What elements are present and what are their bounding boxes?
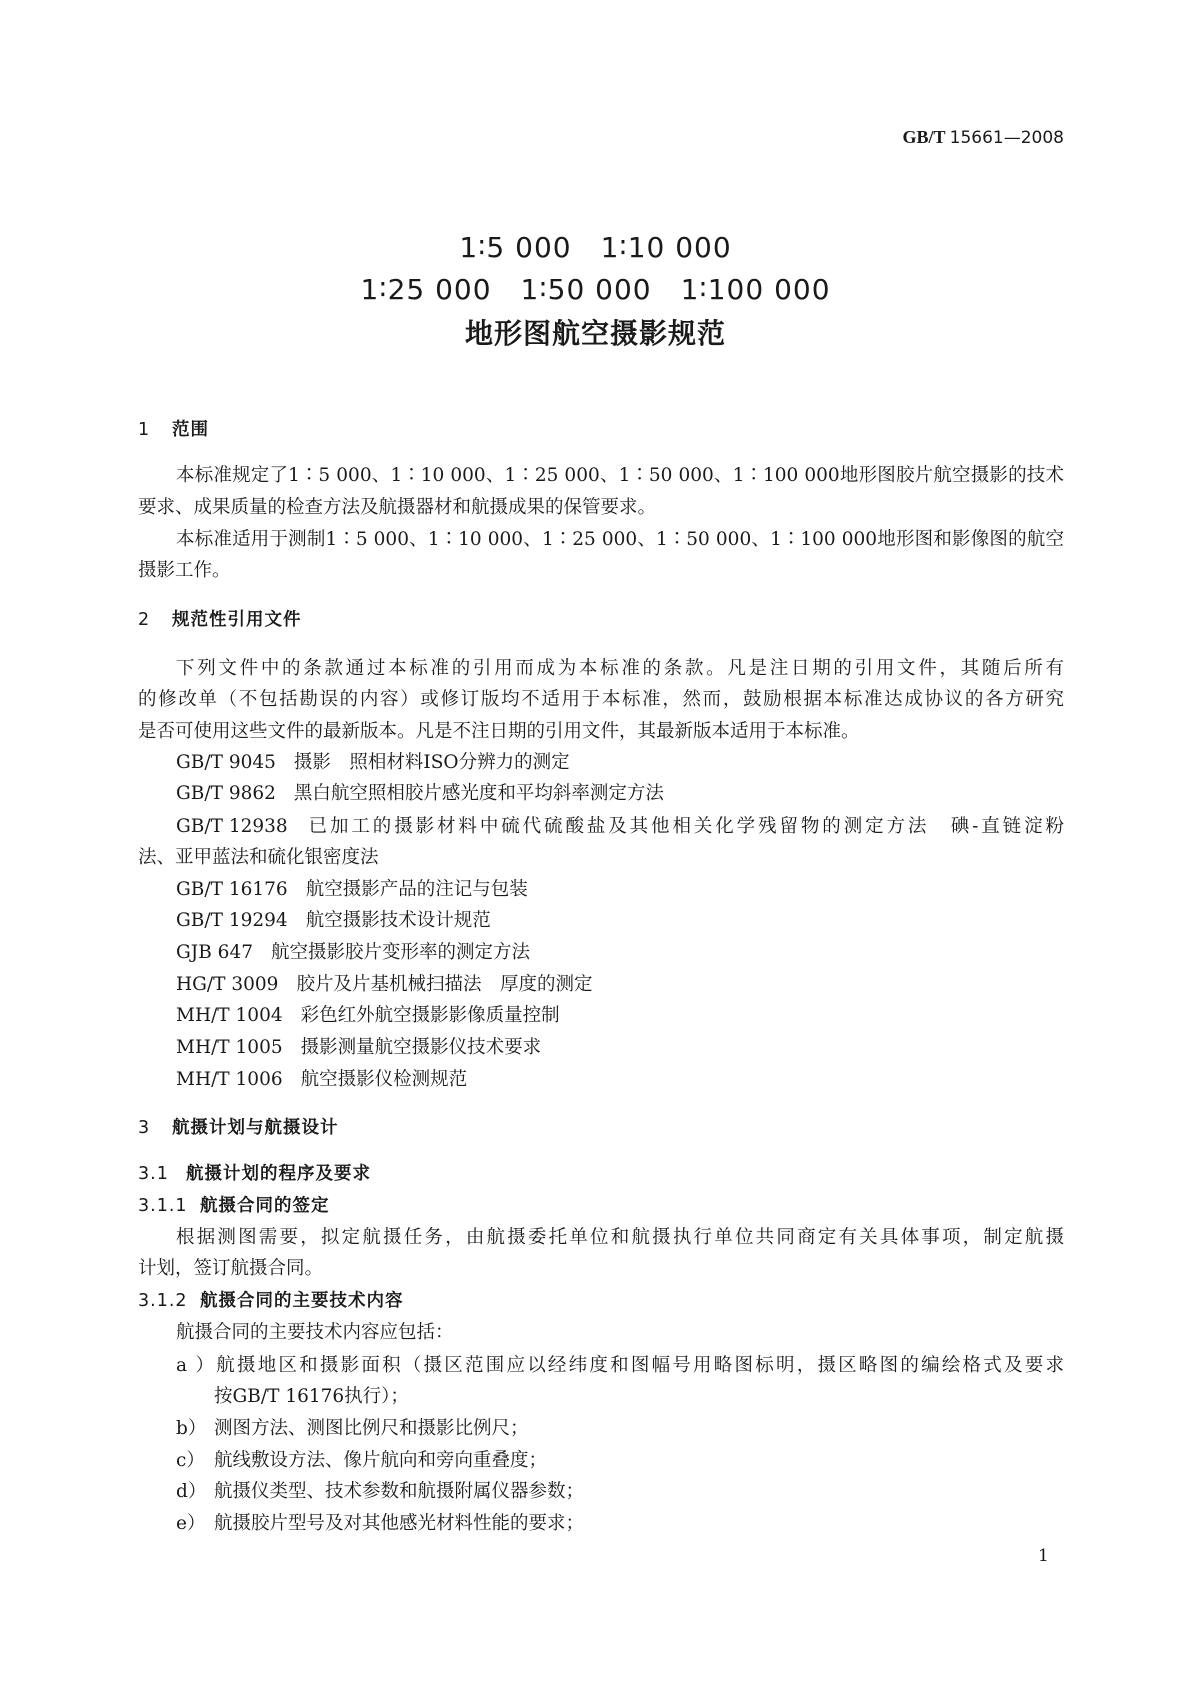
reference-title: 航空摄影技术设计规范 [305, 910, 491, 931]
reference-code: GJB 647 [176, 942, 253, 963]
section-title: 航摄合同的主要技术内容 [200, 1291, 404, 1311]
paragraph-line: 摄影工作。 [138, 560, 231, 581]
reference-item [176, 973, 1064, 997]
paragraph-line: 本标准规定了1∶5 000、1∶10 000、1∶25 000、1∶50 000、1∶100 000地形图胶片航空摄影的技术 [176, 465, 1064, 486]
list-continuation: 按GB/T 16176执行）； [214, 1386, 409, 1407]
section-number: 2 [138, 610, 151, 630]
paragraph-line: 下列文件中的条款通过本标准的引用而成为本标准的条款。凡是注日期的引用文件，其随后所有 [176, 658, 1064, 679]
reference-item [176, 941, 1064, 965]
reference-code: GB/T 9862 [176, 783, 276, 804]
section-title: 范围 [172, 420, 209, 440]
reference-code: HG/T 3009 [176, 974, 279, 995]
reference-code: GB/T 16176 [176, 879, 288, 900]
section-title: 航摄计划与航摄设计 [172, 1118, 339, 1138]
reference-code: MH/T 1006 [176, 1069, 283, 1090]
list-item [176, 1449, 1064, 1473]
list-item [176, 1512, 1064, 1536]
reference-title: 彩色红外航空摄影影像质量控制 [300, 1005, 560, 1026]
code-prefix: GB/T [902, 127, 946, 147]
reference-item [176, 909, 1064, 933]
title-line-2: 1∶25 000 1∶50 000 1∶100 000 [360, 273, 831, 306]
list-text: 航线敷设方法、像片航向和旁向重叠度； [214, 1450, 548, 1471]
reference-title: 航空摄影产品的注记与包装 [305, 879, 528, 900]
document-title: 地形图航空摄影规范 [464, 317, 726, 350]
reference-title: 胶片及片基机械扫描法 厚度的测定 [296, 974, 593, 995]
section-1-heading [138, 418, 1064, 442]
list-text: 航摄仪类型、技术参数和航摄附属仪器参数； [214, 1481, 585, 1502]
section-number: 3 [138, 1118, 151, 1138]
reference-item [176, 1004, 1064, 1028]
section-title: 规范性引用文件 [172, 610, 302, 630]
reference-item [176, 1036, 1064, 1060]
section-number: 3.1.2 [138, 1291, 188, 1311]
title-line-1: 1∶5 000 1∶10 000 [459, 231, 732, 264]
section-number: 3.1 [138, 1164, 169, 1184]
page-number: 1 [1038, 1546, 1049, 1566]
list-text: 航摄地区和摄影面积（摄区范围应以经纬度和图幅号用略图标明，摄区略图的编绘格式及要求 [214, 1355, 1064, 1376]
reference-item [176, 782, 1064, 806]
section-number: 1 [138, 420, 151, 440]
reference-title: 黑白航空照相胶片感光度和平均斜率测定方法 [293, 783, 664, 804]
code-number: 15661—2008 [949, 128, 1064, 148]
standard-code [902, 127, 1064, 148]
paragraph-line: 是否可使用这些文件的最新版本。凡是不注日期的引用文件，其最新版本适用于本标准。 [138, 721, 860, 742]
section-2-heading [138, 608, 1064, 632]
list-item [176, 1417, 1064, 1441]
list-item [176, 1480, 1064, 1504]
reference-code: GB/T 19294 [176, 910, 288, 931]
reference-title: 摄影 照相材料ISO分辨力的测定 [293, 752, 570, 773]
list-marker: c） [176, 1450, 205, 1471]
list-item [176, 1354, 1064, 1378]
section-3-1-2-heading [138, 1289, 1064, 1313]
reference-code: MH/T 1005 [176, 1037, 283, 1058]
reference-code: GB/T 12938 [176, 816, 288, 837]
reference-item [176, 1068, 1064, 1092]
list-marker: a） [176, 1355, 214, 1376]
paragraph-line: 要求、成果质量的检查方法及航摄器材和航摄成果的保管要求。 [138, 497, 657, 518]
paragraph-line: 本标准适用于测制1∶5 000、1∶10 000、1∶25 000、1∶50 000、1∶100 000地形图和影像图的航空 [176, 529, 1064, 550]
list-marker: e） [176, 1513, 206, 1534]
section-title: 航摄计划的程序及要求 [186, 1164, 371, 1184]
paragraph-line: 航摄合同的主要技术内容应包括： [176, 1322, 454, 1343]
reference-title: 航空摄影胶片变形率的测定方法 [270, 942, 530, 963]
section-3-1-1-heading [138, 1194, 1064, 1218]
list-marker: d） [176, 1481, 207, 1502]
paragraph-line: 根据测图需要，拟定航摄任务，由航摄委托单位和航摄执行单位共同商定有关具体事项，制定航摄 [176, 1227, 1064, 1248]
section-3-1-heading [138, 1162, 1064, 1186]
reference-title: 已加工的摄影材料中硫代硫酸盐及其他相关化学残留物的测定方法 碘-直链淀粉 [305, 816, 1064, 837]
list-text: 测图方法、测图比例尺和摄影比例尺； [214, 1418, 529, 1439]
list-marker: b） [176, 1418, 207, 1439]
paragraph-line: 计划，签订航摄合同。 [138, 1258, 324, 1279]
reference-continuation: 法、亚甲蓝法和硫化银密度法 [138, 847, 379, 868]
paragraph-line: 的修改单（不包括勘误的内容）或修订版均不适用于本标准，然而，鼓励根据本标准达成协议的各方研究 [138, 689, 1064, 710]
reference-code: MH/T 1004 [176, 1005, 283, 1026]
reference-item [176, 751, 1064, 775]
reference-item [176, 878, 1064, 902]
reference-code: GB/T 9045 [176, 752, 276, 773]
list-text: 航摄胶片型号及对其他感光材料性能的要求； [214, 1513, 585, 1534]
reference-title: 摄影测量航空摄影仪技术要求 [300, 1037, 542, 1058]
section-3-heading [138, 1116, 1064, 1140]
section-title: 航摄合同的签定 [200, 1196, 330, 1216]
reference-item [176, 815, 1064, 839]
reference-title: 航空摄影仪检测规范 [300, 1069, 468, 1090]
section-number: 3.1.1 [138, 1196, 188, 1216]
